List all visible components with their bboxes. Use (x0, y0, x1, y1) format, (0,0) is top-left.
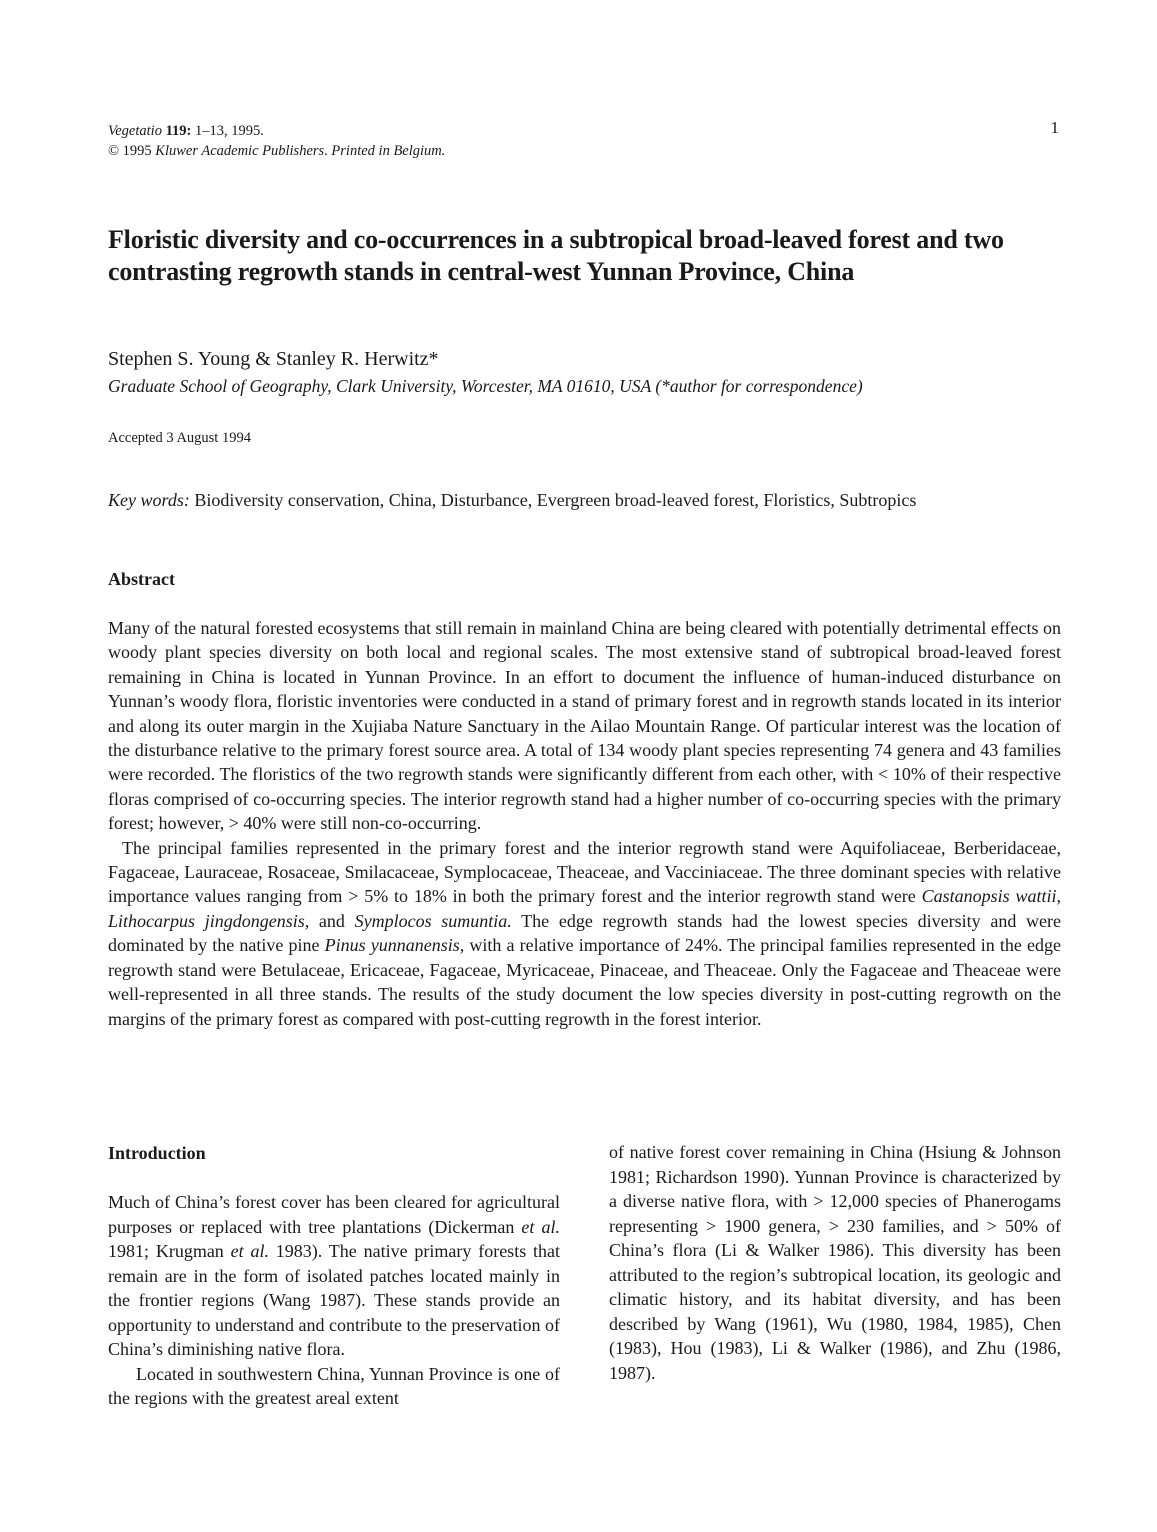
author-list: Stephen S. Young & Stanley R. Herwitz* (108, 348, 439, 370)
publisher-name: Kluwer Academic Publishers (155, 143, 325, 159)
intro-paragraph-1: Much of China’s forest cover has been cleared for agricultural purposes or replaced with tree plantations (Dickerman et al. 1981; Krugman et al. 1983). The native primary forests that remain are in the form of isolated patches located mainly in the frontier regions (Wang 1987). These stands provide an opportunity to understand and contribute to the preservation of China’s diminishing native flora. (108, 1192, 561, 1359)
keywords-text: Biodiversity conservation, China, Disturbance, Evergreen broad-leaved forest, Floristics, Subtropics (194, 490, 917, 510)
intro-column-right (609, 1140, 1061, 1385)
journal-volume: 119: (165, 123, 192, 139)
copyright-year: 1995 (122, 143, 152, 159)
copyright-line: © 1995 Kluwer Academic Publishers. Printed in Belgium. (108, 143, 446, 159)
journal-name: Vegetatio (108, 123, 162, 139)
abstract-heading: Abstract (108, 569, 175, 589)
abstract-body (108, 616, 1061, 1031)
abstract-paragraph-2: The principal families represented in the primary forest and the interior regrowth stand were Aquifoliaceae, Berberidaceae, Fagaceae, Lauraceae, Rosaceae, Smilacaceae, Symplocaceae, Theaceae, and Vacciniaceae. The three dominant species with relative importance values ranging from > 5% to 18% in both the primary forest and the interior regrowth stand were Castanopsis wattii, Lithocarpus jingdongensis, and Symplocos sumuntia. The edge regrowth stands had the lowest species diversity and were dominated by the native pine Pinus yunnanensis, with a relative importance of 24%. The principal families represented in the edge regrowth stand were Betulaceae, Ericaceae, Fagaceae, Myricaceae, Pinaceae, and Theaceae. Only the Fagaceae and Theaceae were well-represented in all three stands. The results of the study document the low species diversity in post-cutting regrowth on the margins of the primary forest as compared with post-cutting regrowth in the forest interior. (108, 837, 1061, 1029)
journal-pages: 1–13, 1995. (195, 123, 264, 139)
species-name: Lithocarpus jingdongensis, (108, 910, 310, 931)
species-name: Symplocos sumuntia. (354, 910, 512, 931)
journal-header (108, 121, 445, 161)
intro-column-left (108, 1140, 560, 1411)
intro-paragraph-2: Located in southwestern China, Yunnan Province is one of the regions with the greatest areal extent (108, 1363, 560, 1408)
citation-line (108, 121, 445, 141)
page-number: 1 (1050, 118, 1059, 137)
intro-paragraph-3: of native forest cover remaining in China (Hsiung & Johnson 1981; Richardson 1990). Yunnan Province is characterized by a diverse native flora, with > 12,000 species of Phanerogams representing > 1900 genera, > 230 families, and > 50% of China’s flora (Li & Walker 1986). This diversity has been attributed to the region’s subtropical location, its geologic and climatic history, and its habitat diversity, and has been described by Wang (1961), Wu (1980, 1984, 1985), Chen (1983), Hou (1983), Li & Walker (1986), and Zhu (1986, 1987). (609, 1142, 1061, 1383)
printed-location: Printed in Belgium. (331, 143, 446, 159)
keywords-label: Key words: (108, 490, 190, 510)
introduction-heading: Introduction (108, 1143, 206, 1163)
keywords (108, 490, 916, 511)
abstract-paragraph-1: Many of the natural forested ecosystems that still remain in mainland China are being cleared with potentially detrimental effects on woody plant species diversity on both local and regional scales. The most extensive stand of subtropical broad-leaved forest remaining in China is located in Yunnan Province. In an effort to document the influence of human-induced disturbance on Yunnan’s woody flora, floristic inventories were conducted in a stand of primary forest and in regrowth stands located in its interior and along its outer margin in the Xujiaba Nature Sanctuary in the Ailao Mountain Range. Of particular interest was the location of the disturbance relative to the primary forest source area. A total of 134 woody plant species representing 74 genera and 43 families were recorded. The floristics of the two regrowth stands were significantly different from each other, with < 10% of their respective floras comprised of co-occurring species. The interior regrowth stand had a higher number of co-occurring species with the primary forest; however, > 40% were still non-co-occurring. (108, 618, 1061, 834)
species-name: Castanopsis wattii, (921, 886, 1061, 907)
species-name: Pinus yunnanensis, (324, 935, 465, 956)
paper-title: Floristic diversity and co-occurrences in a subtropical broad-leaved forest and two contrasting regrowth stands in central-west Yunnan Province, China (108, 225, 1004, 286)
copyright-icon: © (108, 143, 120, 159)
accepted-date: Accepted 3 August 1994 (108, 430, 251, 446)
author-affiliation: Graduate School of Geography, Clark University, Worcester, MA 01610, USA (*author for correspondence) (108, 376, 863, 396)
